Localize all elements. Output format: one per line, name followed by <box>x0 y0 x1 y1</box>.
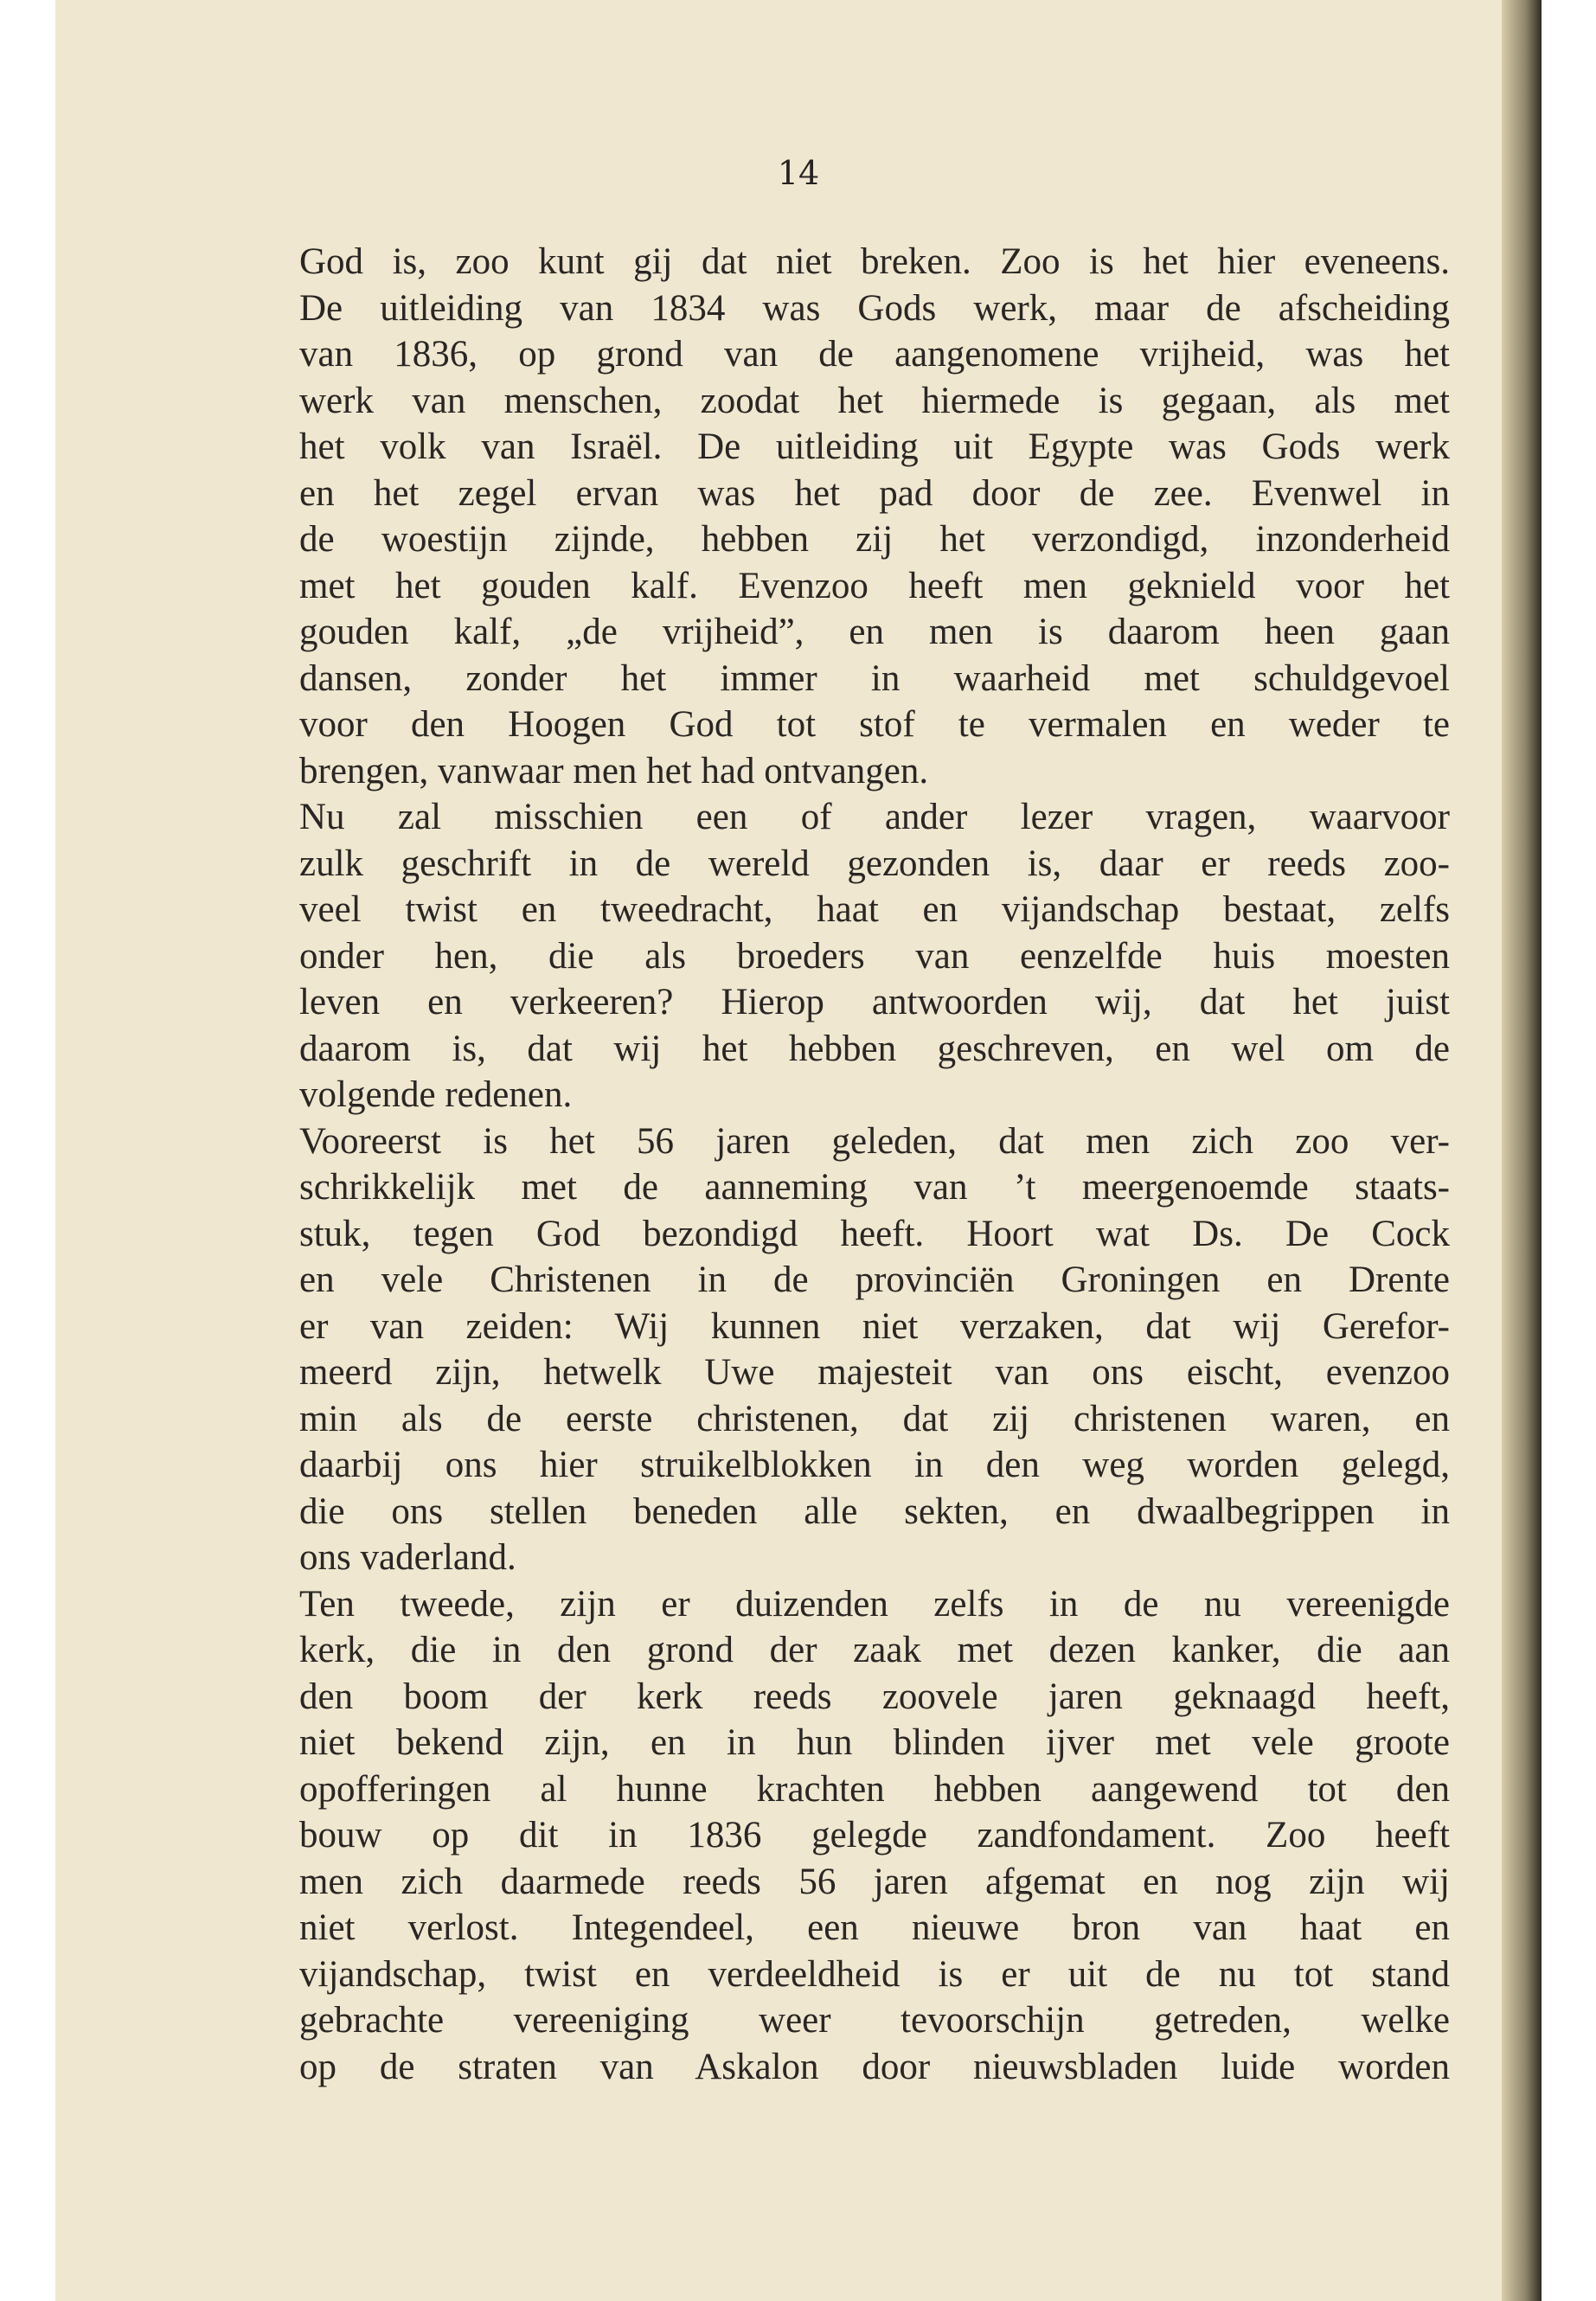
text-line: met het gouden kalf. Evenzoo heeft men geknield voor het <box>299 565 1450 606</box>
text-line: gebrachte vereeniging weer tevoorschijn getreden, welke <box>299 2000 1450 2041</box>
text-line: en vele Christenen in de provinciën Groningen en Drente <box>299 1259 1450 1300</box>
text-line: meerd zijn, hetwelk Uwe majesteit van ons eischt, evenzoo <box>299 1352 1450 1393</box>
text-line: bouw op dit in 1836 gelegde zandfondament. Zoo heeft <box>299 1815 1450 1856</box>
text-line: brengen, vanwaar men het had ontvangen. <box>299 750 929 792</box>
text-line: zulk geschrift in de wereld gezonden is, daar er reeds zoo- <box>299 843 1450 884</box>
text-line: niet bekend zijn, en in hun blinden ijver met vele groote <box>299 1722 1450 1763</box>
text-line: die ons stellen beneden alle sekten, en dwaalbegrippen in <box>299 1490 1450 1532</box>
text-line: werk van menschen, zoodat het hiermede is gegaan, als met <box>299 380 1450 421</box>
text-line: onder hen, die als broeders van eenzelfde huis moesten <box>299 935 1450 977</box>
text-line: den boom der kerk reeds zoovele jaren geknaagd heeft, <box>299 1676 1450 1717</box>
text-line: niet verlost. Integendeel, een nieuwe bron van haat en <box>299 1907 1450 1948</box>
text-line: stuk, tegen God bezondigd heeft. Hoort wat Ds. De Cock <box>299 1213 1450 1254</box>
text-line: daarbij ons hier struikelblokken in den weg worden gelegd, <box>299 1445 1450 1485</box>
text-line: volgende redenen. <box>299 1074 573 1115</box>
text-line: van 1836, op grond van de aangenomene vrijheid, was het <box>299 334 1450 375</box>
text-line: kerk, die in den grond der zaak met dezen kanker, die aan <box>299 1630 1450 1670</box>
text-line: leven en verkeeren? Hierop antwoorden wij, dat het juist <box>299 982 1450 1022</box>
text-line: daarom is, dat wij het hebben geschreven, en wel om de <box>299 1028 1450 1069</box>
body-text <box>299 239 1450 2090</box>
text-line: dansen, zonder het immer in waarheid met schuldgevoel <box>299 657 1450 699</box>
text-line: veel twist en tweedracht, haat en vijandschap bestaat, zelfs <box>299 889 1450 930</box>
text-line: er van zeiden: Wij kunnen niet verzaken, dat wij Gerefor- <box>299 1305 1450 1347</box>
text-line: en het zegel ervan was het pad door de zee. Evenwel in <box>299 472 1450 514</box>
text-line: Nu zal misschien een of ander lezer vragen, waarvoor <box>299 797 1450 837</box>
text-line: Ten tweede, zijn er duizenden zelfs in de nu vereenigde <box>299 1583 1450 1625</box>
text-line: opofferingen al hunne krachten hebben aangewend tot den <box>299 1768 1450 1810</box>
text-line: gouden kalf, „de vrijheid”, en men is daarom heen gaan <box>299 612 1450 652</box>
text-line: Vooreerst is het 56 jaren geleden, dat men zich zoo ver- <box>299 1120 1450 1162</box>
text-line: min als de eerste christenen, dat zij christenen waren, en <box>299 1398 1450 1439</box>
text-line: de woestijn zijnde, hebben zij het verzondigd, inzonderheid <box>299 519 1450 560</box>
text-line: op de straten van Askalon door nieuwsbladen luide worden <box>299 2046 1450 2087</box>
text-line: ons vaderland. <box>299 1537 516 1578</box>
text-line: schrikkelijk met de aanneming van ’t meergenoemde staats- <box>299 1167 1450 1208</box>
text-line: God is, zoo kunt gij dat niet breken. Zoo is het hier eveneens. <box>299 241 1450 282</box>
text-line: voor den Hoogen God tot stof te vermalen en weder te <box>299 704 1450 745</box>
page-edge-shadow <box>1502 0 1542 2301</box>
text-line: vijandschap, twist en verdeeldheid is er uit de nu tot stand <box>299 1953 1450 1995</box>
text-line: men zich daarmede reeds 56 jaren afgemat en nog zijn wij <box>299 1861 1450 1902</box>
book-page <box>55 0 1542 2301</box>
page-number: 14 <box>777 154 820 192</box>
text-line: het volk van Israël. De uitleiding uit Egypte was Gods werk <box>299 426 1450 467</box>
text-line: De uitleiding van 1834 was Gods werk, maar de afscheiding <box>299 287 1450 329</box>
